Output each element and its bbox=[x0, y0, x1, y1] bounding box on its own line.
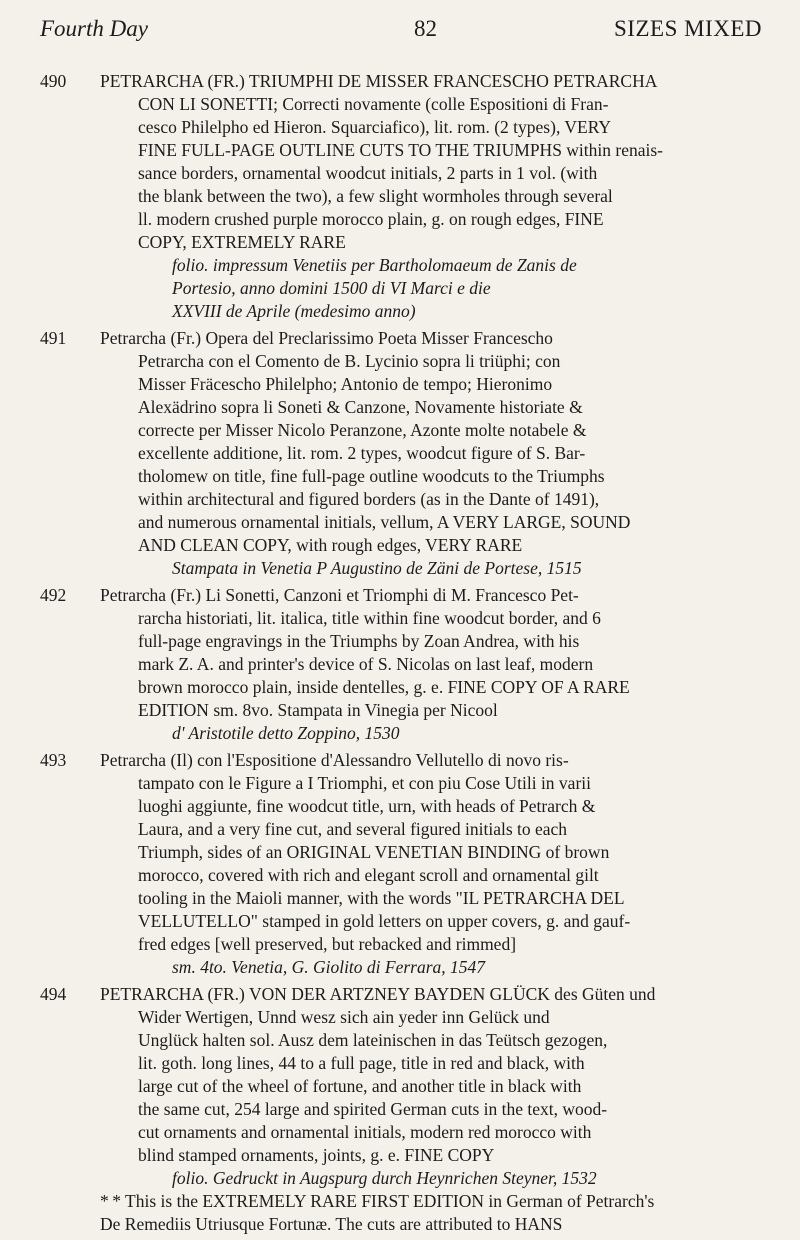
description-line: tooling in the Maioli manner, with the words "IL PETRARCHA DEL bbox=[138, 888, 625, 908]
imprint-line: XXVIII de Aprile (medesimo anno) bbox=[172, 301, 416, 321]
description-line: Petrarcha (Fr.) Li Sonetti, Canzoni et Triomphi di M. Francesco Pet- bbox=[100, 585, 579, 605]
description-line: Petrarcha (Il) con l'Espositione d'Alessandro Vellutello di novo ris- bbox=[100, 750, 569, 770]
description-line: COPY, EXTREMELY RARE bbox=[138, 232, 346, 252]
description-line: AND CLEAN COPY, with rough edges, VERY RARE bbox=[138, 535, 523, 555]
imprint-line: d' Aristotile detto Zoppino, 1530 bbox=[172, 723, 400, 743]
lot-number: 494 bbox=[40, 984, 67, 1004]
description-line: full-page engravings in the Triumphs by Zoan Andrea, with his bbox=[138, 631, 580, 651]
description-line: within architectural and figured borders (as in the Dante of 1491), bbox=[138, 489, 600, 509]
description-line: correcte per Misser Nicolo Peranzone, Azonte molte notabele & bbox=[138, 420, 587, 440]
note-line: De Remediis Utriusque Fortunæ. The cuts are attributed to HANS bbox=[100, 1214, 563, 1234]
description-line: EDITION sm. 8vo. Stampata in Vinegia per Nicool bbox=[138, 700, 498, 720]
description-line: ll. modern crushed purple morocco plain, g. on rough edges, FINE bbox=[138, 209, 604, 229]
description-line: Misser Fräcescho Philelpho; Antonio de tempo; Hieronimo bbox=[138, 374, 553, 394]
description-line: fred edges [well preserved, but rebacked and rimmed] bbox=[138, 934, 517, 954]
description-line: cut ornaments and ornamental initials, modern red morocco with bbox=[138, 1122, 592, 1142]
description-line: Laura, and a very fine cut, and several figured initials to each bbox=[138, 819, 568, 839]
header-day: Fourth Day bbox=[40, 16, 148, 41]
imprint-line: Portesio, anno domini 1500 di VI Marci e die bbox=[172, 278, 491, 298]
page-header bbox=[40, 16, 762, 50]
description-line: mark Z. A. and printer's device of S. Nicolas on last leaf, modern bbox=[138, 654, 594, 674]
description-line: Unglück halten sol. Ausz dem lateinischen in das Teütsch gezogen, bbox=[138, 1030, 608, 1050]
catalogue-entry bbox=[40, 327, 766, 580]
catalogue-entry bbox=[40, 983, 766, 1236]
catalogue-entry bbox=[40, 70, 766, 323]
imprint-line: sm. 4to. Venetia, G. Giolito di Ferrara, 1547 bbox=[172, 957, 486, 977]
description-line: VELLUTELLO" stamped in gold letters on upper covers, g. and gauf- bbox=[138, 911, 631, 931]
header-section: SIZES MIXED bbox=[614, 16, 762, 41]
description-line: brown morocco plain, inside dentelles, g. e. FINE COPY OF A RARE bbox=[138, 677, 630, 697]
description-line: cesco Philelpho ed Hieron. Squarciafico), lit. rom. (2 types), VERY bbox=[138, 117, 612, 137]
description-line: Petrarcha (Fr.) Opera del Preclarissimo Poeta Misser Francescho bbox=[100, 328, 553, 348]
description-line: Petrarcha con el Comento de B. Lycinio sopra li triüphi; con bbox=[138, 351, 561, 371]
description-line: excellente additione, lit. rom. 2 types, woodcut figure of S. Bar- bbox=[138, 443, 586, 463]
imprint-line: folio. impressum Venetiis per Bartholomaeum de Zanis de bbox=[172, 255, 577, 275]
description-line: CON LI SONETTI; Correcti novamente (colle Espositioni di Fran- bbox=[138, 94, 609, 114]
description-line: and numerous ornamental initials, vellum, A VERY LARGE, SOUND bbox=[138, 512, 631, 532]
description-line: FINE FULL-PAGE OUTLINE CUTS TO THE TRIUMPHS within renais- bbox=[138, 140, 664, 160]
lot-number: 491 bbox=[40, 328, 67, 348]
description-line: tholomew on title, fine full-page outline woodcuts to the Triumphs bbox=[138, 466, 605, 486]
description-line: PETRARCHA (FR.) TRIUMPHI DE MISSER FRANCESCHO PETRARCHA bbox=[100, 71, 658, 91]
page-number: 82 bbox=[414, 16, 437, 41]
imprint-line: folio. Gedruckt in Augspurg durch Heynrichen Steyner, 1532 bbox=[172, 1168, 597, 1188]
description-line: the same cut, 254 large and spirited German cuts in the text, wood- bbox=[138, 1099, 608, 1119]
description-line: the blank between the two), a few slight wormholes through several bbox=[138, 186, 613, 206]
catalogue-entries bbox=[40, 70, 766, 1240]
description-line: sance borders, ornamental woodcut initials, 2 parts in 1 vol. (with bbox=[138, 163, 598, 183]
description-line: Triumph, sides of an ORIGINAL VENETIAN BINDING of brown bbox=[138, 842, 610, 862]
catalogue-entry bbox=[40, 749, 766, 979]
description-line: lit. goth. long lines, 44 to a full page, title in red and black, with bbox=[138, 1053, 585, 1073]
lot-number: 492 bbox=[40, 585, 67, 605]
description-line: blind stamped ornaments, joints, g. e. FINE COPY bbox=[138, 1145, 495, 1165]
note-line: * * This is the EXTREMELY RARE FIRST EDITION in German of Petrarch's bbox=[100, 1191, 655, 1211]
description-line: morocco, covered with rich and elegant scroll and ornamental gilt bbox=[138, 865, 599, 885]
description-line: Wider Wertigen, Unnd wesz sich ain yeder inn Gelück und bbox=[138, 1007, 550, 1027]
lot-number: 490 bbox=[40, 71, 67, 91]
description-line: rarcha historiati, lit. italica, title within fine woodcut border, and 6 bbox=[138, 608, 601, 628]
description-line: Alexädrino sopra li Soneti & Canzone, Novamente historiate & bbox=[138, 397, 583, 417]
imprint-line: Stampata in Venetia P Augustino de Zäni de Portese, 1515 bbox=[172, 558, 582, 578]
description-line: large cut of the wheel of fortune, and another title in black with bbox=[138, 1076, 582, 1096]
lot-number: 493 bbox=[40, 750, 67, 770]
description-line: tampato con le Figure a I Triomphi, et con piu Cose Utili in varii bbox=[138, 773, 592, 793]
description-line: luoghi aggiunte, fine woodcut title, urn, with heads of Petrarch & bbox=[138, 796, 596, 816]
description-line: PETRARCHA (FR.) VON DER ARTZNEY BAYDEN GLÜCK des Güten und bbox=[100, 984, 656, 1004]
catalogue-entry bbox=[40, 584, 766, 745]
